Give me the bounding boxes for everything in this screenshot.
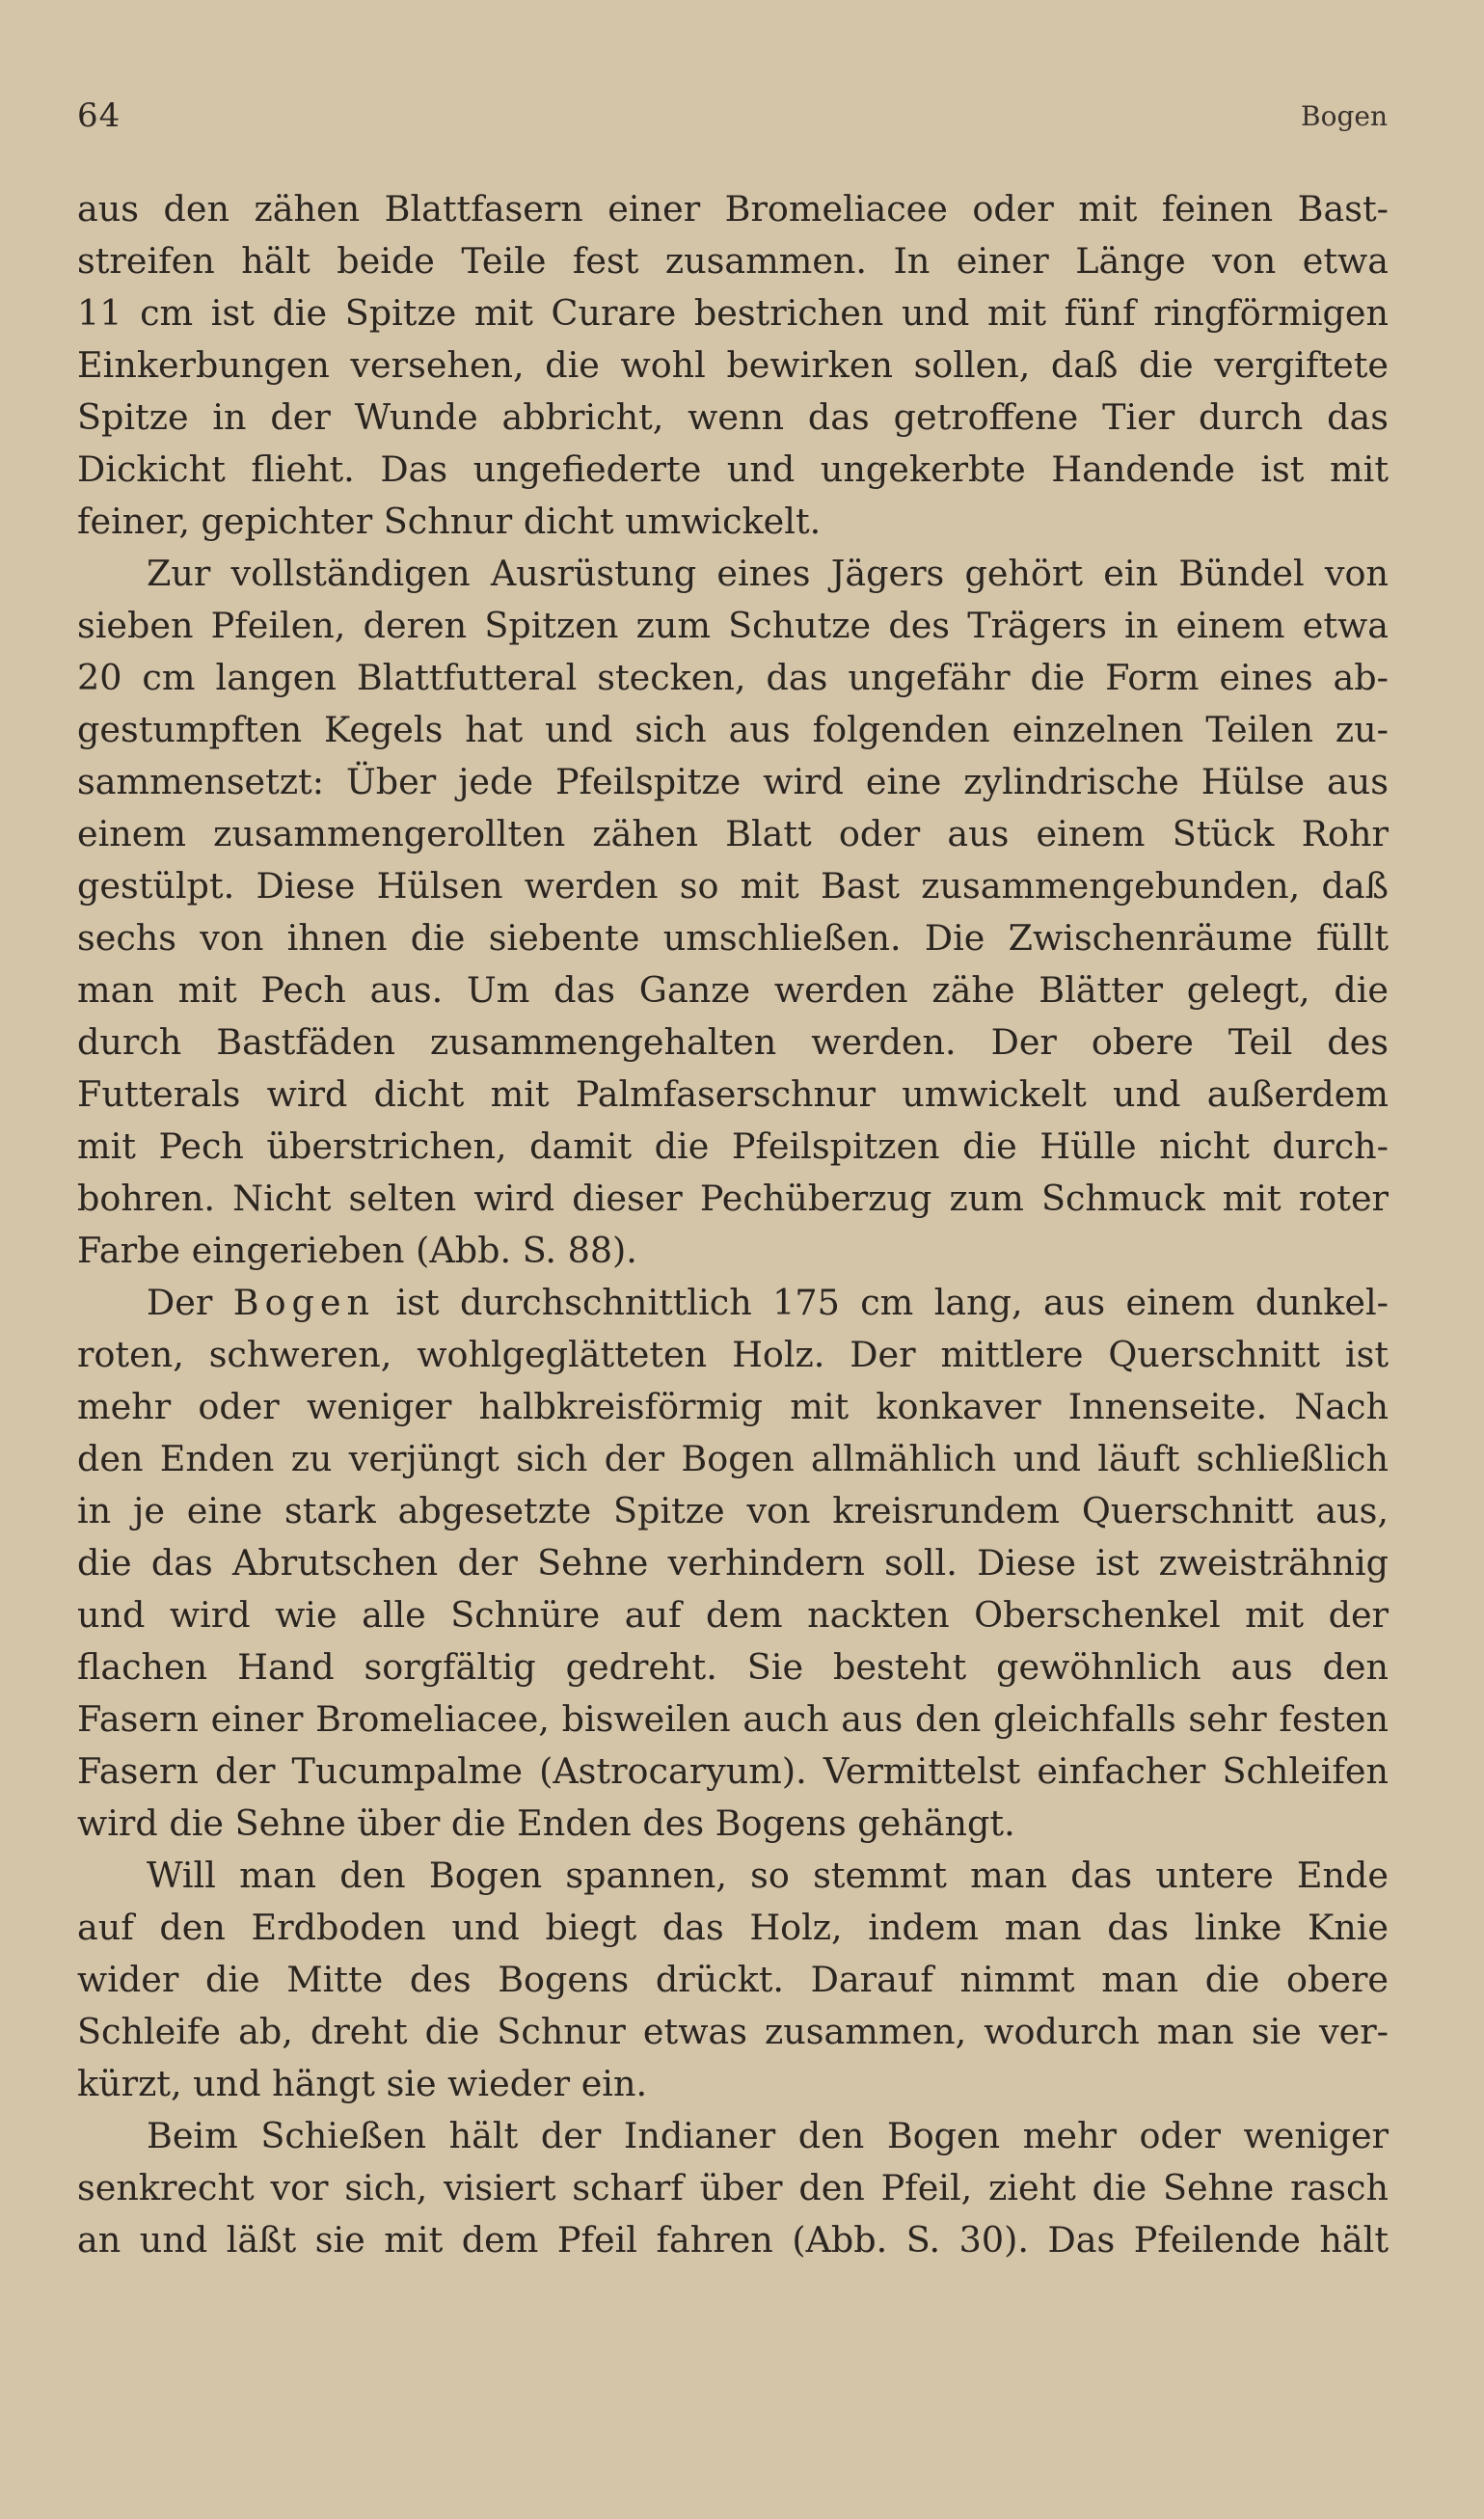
running-title: Bogen bbox=[1301, 100, 1388, 132]
text-line: kürzt, und hängt sie wieder ein. bbox=[77, 2063, 648, 2104]
text-line: 11 cm ist die Spitze mit Curare bestrichen und mit fünf ringförmigen bbox=[77, 292, 1389, 334]
text-line: roten, schweren, wohlgeglätteten Holz. Der mittlere Querschnitt ist bbox=[77, 1334, 1389, 1375]
text-line: Spitze in der Wunde abbricht, wenn das getroffene Tier durch das bbox=[77, 396, 1389, 438]
text-line: Will man den Bogen spannen, so stemmt man das untere Ende bbox=[147, 1855, 1389, 1896]
text-line: die das Abrutschen der Sehne verhindern soll. Diese ist zweisträhnig bbox=[77, 1542, 1389, 1584]
line-start: Der bbox=[147, 1282, 233, 1323]
text-line: man mit Pech aus. Um das Ganze werden zähe Blätter gelegt, die bbox=[77, 969, 1389, 1011]
text-line: feiner, gepichter Schnur dicht umwickelt. bbox=[77, 501, 822, 542]
text-line: Futterals wird dicht mit Palmfaserschnur umwickelt und außerdem bbox=[77, 1073, 1389, 1115]
emphasized-term: Bogen bbox=[232, 1282, 376, 1323]
text-line: sieben Pfeilen, deren Spitzen zum Schutze des Trägers in einem etwa bbox=[77, 605, 1389, 646]
text-line: gestülpt. Diese Hülsen werden so mit Bast zusammengebunden, daß bbox=[77, 865, 1389, 907]
text-line: flachen Hand sorgfältig gedreht. Sie besteht gewöhnlich aus den bbox=[77, 1646, 1389, 1688]
paragraph-1 bbox=[77, 183, 1389, 548]
text-line: auf den Erdboden und biegt das Holz, indem man das linke Knie bbox=[77, 1907, 1389, 1948]
text-line: durch Bastfäden zusammengehalten werden. Der obere Teil des bbox=[77, 1021, 1389, 1063]
text-line: wider die Mitte des Bogens drückt. Darauf nimmt man die obere bbox=[77, 1959, 1389, 2000]
text-line: Beim Schießen hält der Indianer den Bogen mehr oder weniger bbox=[147, 2115, 1389, 2156]
paragraph-3 bbox=[77, 1277, 1389, 1850]
text-line: Dickicht flieht. Das ungefiederte und ungekerbte Handende ist mit bbox=[77, 448, 1389, 490]
paragraph-4 bbox=[77, 1850, 1389, 2110]
text-line bbox=[77, 1277, 1389, 1329]
text-line: den Enden zu verjüngt sich der Bogen allmählich und läuft schließlich bbox=[77, 1438, 1389, 1479]
text-line: in je eine stark abgesetzte Spitze von kreisrundem Querschnitt aus, bbox=[77, 1490, 1389, 1531]
text-line: Fasern der Tucumpalme (Astrocaryum). Vermittelst einfacher Schleifen bbox=[77, 1750, 1389, 1792]
text-line: mehr oder weniger halbkreisförmig mit konkaver Innenseite. Nach bbox=[77, 1386, 1389, 1427]
text-line: sechs von ihnen die siebente umschließen. Die Zwischenräume füllt bbox=[77, 917, 1389, 959]
paragraph-2 bbox=[77, 548, 1389, 1277]
text-line: Einkerbungen versehen, die wohl bewirken sollen, daß die vergiftete bbox=[77, 344, 1389, 386]
text-line: Fasern einer Bromeliacee, bisweilen auch aus den gleichfalls sehr festen bbox=[77, 1698, 1389, 1740]
text-line: mit Pech überstrichen, damit die Pfeilspitzen die Hülle nicht durch- bbox=[77, 1125, 1389, 1167]
text-line: gestumpften Kegels hat und sich aus folgenden einzelnen Teilen zu- bbox=[77, 709, 1389, 750]
body-text bbox=[77, 183, 1389, 2266]
text-line: Farbe eingerieben (Abb. S. 88). bbox=[77, 1230, 637, 1271]
text-line: einem zusammengerollten zähen Blatt oder aus einem Stück Rohr bbox=[77, 813, 1389, 854]
text-line: aus den zähen Blattfasern einer Bromeliacee oder mit feinen Bast- bbox=[77, 188, 1389, 230]
text-line: Zur vollständigen Ausrüstung eines Jägers gehört ein Bündel von bbox=[147, 553, 1389, 594]
text-line: an und läßt sie mit dem Pfeil fahren (Abb. S. 30). Das Pfeilende hält bbox=[77, 2219, 1389, 2261]
running-head bbox=[77, 96, 1388, 143]
text-line: sammensetzt: Über jede Pfeilspitze wird eine zylindrische Hülse aus bbox=[77, 761, 1389, 802]
text-line: und wird wie alle Schnüre auf dem nackten Oberschenkel mit der bbox=[77, 1594, 1389, 1636]
line-end: ist durchschnittlich 175 cm lang, aus einem dunkel- bbox=[375, 1282, 1389, 1323]
text-line: Schleife ab, dreht die Schnur etwas zusammen, wodurch man sie ver- bbox=[77, 2011, 1389, 2052]
text-line: senkrecht vor sich, visiert scharf über den Pfeil, zieht die Sehne rasch bbox=[77, 2167, 1389, 2208]
text-line: 20 cm langen Blattfutteral stecken, das ungefähr die Form eines ab- bbox=[77, 657, 1389, 698]
paragraph-5 bbox=[77, 2110, 1389, 2266]
text-line: bohren. Nicht selten wird dieser Pechüberzug zum Schmuck mit roter bbox=[77, 1178, 1389, 1219]
text-line: wird die Sehne über die Enden des Bogens gehängt. bbox=[77, 1802, 1015, 1844]
text-line: streifen hält beide Teile fest zusammen. In einer Länge von etwa bbox=[77, 240, 1389, 282]
page-number: 64 bbox=[77, 96, 121, 135]
